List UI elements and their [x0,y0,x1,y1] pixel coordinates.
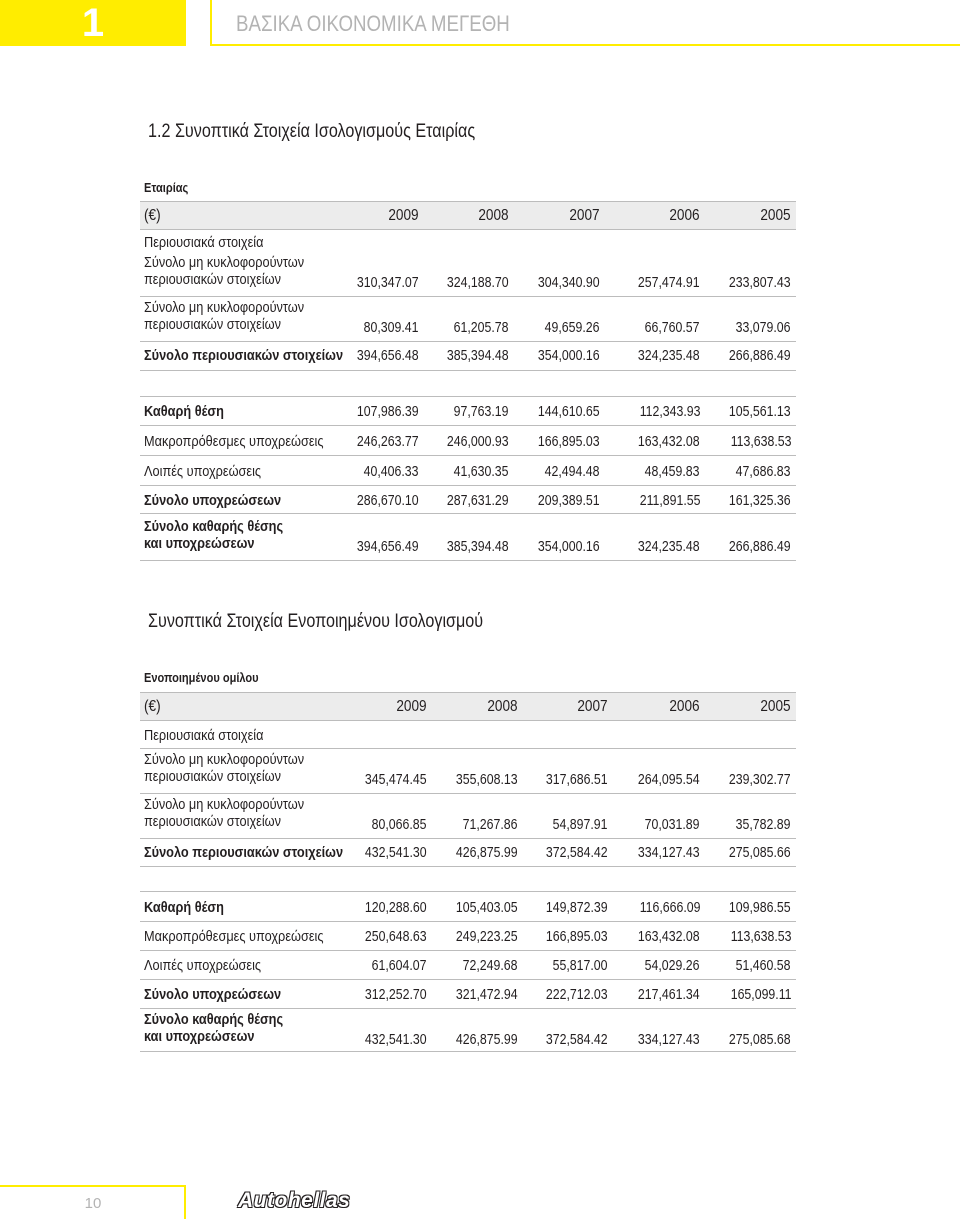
spacer-row [140,867,796,892]
value-cell: 165,099.11 [730,987,791,1003]
value-cell: 432,541.30 [365,845,427,861]
table-header-row [140,201,796,230]
assets-heading-row [140,230,796,252]
value-cell: 304,340.90 [538,275,600,291]
currency-label: (€) [144,207,161,224]
year-header: 2005 [760,207,791,224]
row-label: Σύνολο καθαρής θέσης και υποχρεώσεων [144,1011,284,1045]
value-cell: 54,897.91 [553,817,608,833]
value-cell: 80,309.41 [364,320,419,336]
value-cell: 394,656.48 [357,348,419,364]
value-cell: 71,267.86 [463,817,518,833]
value-cell: 61,604.07 [372,958,427,974]
row-label: Σύνολο μη κυκλοφορούντων περιουσιακών στοιχείων [144,299,305,333]
table-row [140,1009,796,1052]
section-title-company: 1.2 Συνοπτικά Στοιχεία Ισολογισμούς Εταιρίας [148,121,476,142]
value-cell: 61,205.78 [454,320,509,336]
table-header-row [140,692,796,721]
value-cell: 372,584.42 [546,845,608,861]
chapter-title: ΒΑΣΙΚΑ ΟΙΚΟΝΟΜΙΚΑ ΜΕΓΕΘΗ [236,11,510,36]
value-cell: 33,079.06 [736,320,791,336]
assets-heading: Περιουσιακά στοιχεία [144,234,264,251]
value-cell: 286,670.10 [357,493,419,509]
table-row [140,980,796,1009]
value-cell: 41,630.35 [454,464,509,480]
value-cell: 105,403.05 [456,900,518,916]
value-cell: 109,986.55 [729,900,791,916]
row-label: Μακροπρόθεσμες υποχρεώσεις [144,928,324,945]
table-row [140,297,796,342]
value-cell: 47,686.83 [736,464,791,480]
value-cell: 107,986.39 [357,404,419,420]
value-cell: 209,389.51 [538,493,600,509]
spacer-row [140,371,796,397]
value-cell: 112,343.93 [639,404,700,420]
row-label: Σύνολο καθαρής θέσης και υποχρεώσεων [144,518,284,552]
value-cell: 72,249.68 [463,958,518,974]
year-header: 2009 [396,698,427,715]
value-cell: 54,029.26 [645,958,700,974]
row-label: Σύνολο μη κυκλοφορούντων περιουσιακών στοιχείων [144,254,305,288]
value-cell: 310,347.07 [357,275,419,291]
value-cell: 312,252.70 [365,987,427,1003]
value-cell: 257,474.91 [638,275,700,291]
value-cell: 166,895.03 [538,434,600,450]
value-cell: 49,659.26 [545,320,600,336]
value-cell: 287,631.29 [447,493,509,509]
value-cell: 116,666.09 [639,900,700,916]
year-header: 2007 [569,207,600,224]
value-cell: 217,461.34 [638,987,700,1003]
value-cell: 163,432.08 [638,434,700,450]
year-header: 2006 [669,698,700,715]
value-cell: 426,875.99 [456,1032,518,1048]
value-cell: 149,872.39 [546,900,608,916]
year-header: 2007 [577,698,608,715]
value-cell: 264,095.54 [638,772,700,788]
table-row [140,397,796,426]
value-cell: 35,782.89 [736,817,791,833]
table-row [140,342,796,371]
value-cell: 354,000.16 [538,348,600,364]
value-cell: 239,302.77 [729,772,791,788]
year-header: 2006 [669,207,700,224]
row-label: Σύνολο περιουσιακών στοιχείων [144,844,344,861]
value-cell: 51,460.58 [736,958,791,974]
value-cell: 266,886.49 [729,348,791,364]
year-header: 2008 [478,207,509,224]
value-cell: 324,235.48 [638,348,700,364]
value-cell: 275,085.68 [729,1032,791,1048]
table-row [140,252,796,297]
row-label: Λοιπές υποχρεώσεις [144,957,262,974]
value-cell: 246,263.77 [357,434,419,450]
value-cell: 222,712.03 [546,987,608,1003]
value-cell: 48,459.83 [645,464,700,480]
table-row [140,794,796,839]
value-cell: 317,686.51 [546,772,608,788]
value-cell: 113,638.53 [730,434,791,450]
value-cell: 66,760.57 [645,320,700,336]
year-header: 2008 [487,698,518,715]
row-label: Καθαρή θέση [144,899,224,916]
value-cell: 113,638.53 [730,929,791,945]
table-row [140,426,796,456]
value-cell: 40,406.33 [364,464,419,480]
value-cell: 70,031.89 [645,817,700,833]
value-cell: 163,432.08 [638,929,700,945]
value-cell: 354,000.16 [538,539,600,555]
value-cell: 211,891.55 [639,493,700,509]
value-cell: 144,610.65 [538,404,600,420]
autohellas-logo: Autohellas [238,1189,351,1212]
value-cell: 250,648.63 [365,929,427,945]
value-cell: 233,807.43 [729,275,791,291]
value-cell: 426,875.99 [456,845,518,861]
assets-heading-row [140,721,796,749]
table-row [140,514,796,561]
table-row [140,892,796,922]
row-label: Σύνολο περιουσιακών στοιχείων [144,347,344,364]
value-cell: 385,394.48 [447,539,509,555]
value-cell: 161,325.36 [729,493,791,509]
table-row [140,486,796,514]
value-cell: 42,494.48 [545,464,600,480]
value-cell: 246,000.93 [447,434,509,450]
table-row [140,456,796,486]
table-row [140,839,796,867]
entity-label-company: Εταιρίας [144,180,189,195]
entity-label-consolidated: Ενοποιημένου ομίλου [144,670,259,685]
company-balance-table [140,201,796,561]
value-cell: 321,472.94 [456,987,518,1003]
page-number: 10 [84,1195,102,1212]
year-header: 2005 [760,698,791,715]
consolidated-balance-table [140,692,796,1052]
page-number-box [0,1185,186,1219]
value-cell: 324,188.70 [447,275,509,291]
row-label: Μακροπρόθεσμες υποχρεώσεις [144,433,324,450]
value-cell: 355,608.13 [456,772,518,788]
value-cell: 275,085.66 [729,845,791,861]
value-cell: 334,127.43 [638,845,700,861]
row-label: Σύνολο μη κυκλοφορούντων περιουσιακών στοιχείων [144,751,305,785]
value-cell: 266,886.49 [729,539,791,555]
value-cell: 432,541.30 [365,1032,427,1048]
row-label: Σύνολο μη κυκλοφορούντων περιουσιακών στοιχείων [144,796,305,830]
value-cell: 55,817.00 [553,958,608,974]
chapter-number: 1 [0,0,186,46]
value-cell: 166,895.03 [546,929,608,945]
row-label: Σύνολο υποχρεώσεων [144,492,282,509]
value-cell: 97,763.19 [454,404,509,420]
table-row [140,951,796,980]
value-cell: 372,584.42 [546,1032,608,1048]
value-cell: 80,066.85 [372,817,427,833]
value-cell: 385,394.48 [447,348,509,364]
row-label: Καθαρή θέση [144,403,224,420]
chapter-title-box [210,0,960,46]
row-label: Σύνολο υποχρεώσεων [144,986,282,1003]
value-cell: 394,656.49 [357,539,419,555]
value-cell: 324,235.48 [638,539,700,555]
value-cell: 334,127.43 [638,1032,700,1048]
section-title-consolidated: Συνοπτικά Στοιχεία Ενοποιημένου Ισολογισμού [148,611,484,632]
value-cell: 345,474.45 [365,772,427,788]
value-cell: 249,223.25 [456,929,518,945]
table-row [140,749,796,794]
table-row [140,922,796,951]
value-cell: 120,288.60 [365,900,427,916]
assets-heading: Περιουσιακά στοιχεία [144,727,264,744]
value-cell: 105,561.13 [729,404,791,420]
row-label: Λοιπές υποχρεώσεις [144,463,262,480]
currency-label: (€) [144,698,161,715]
year-header: 2009 [388,207,419,224]
